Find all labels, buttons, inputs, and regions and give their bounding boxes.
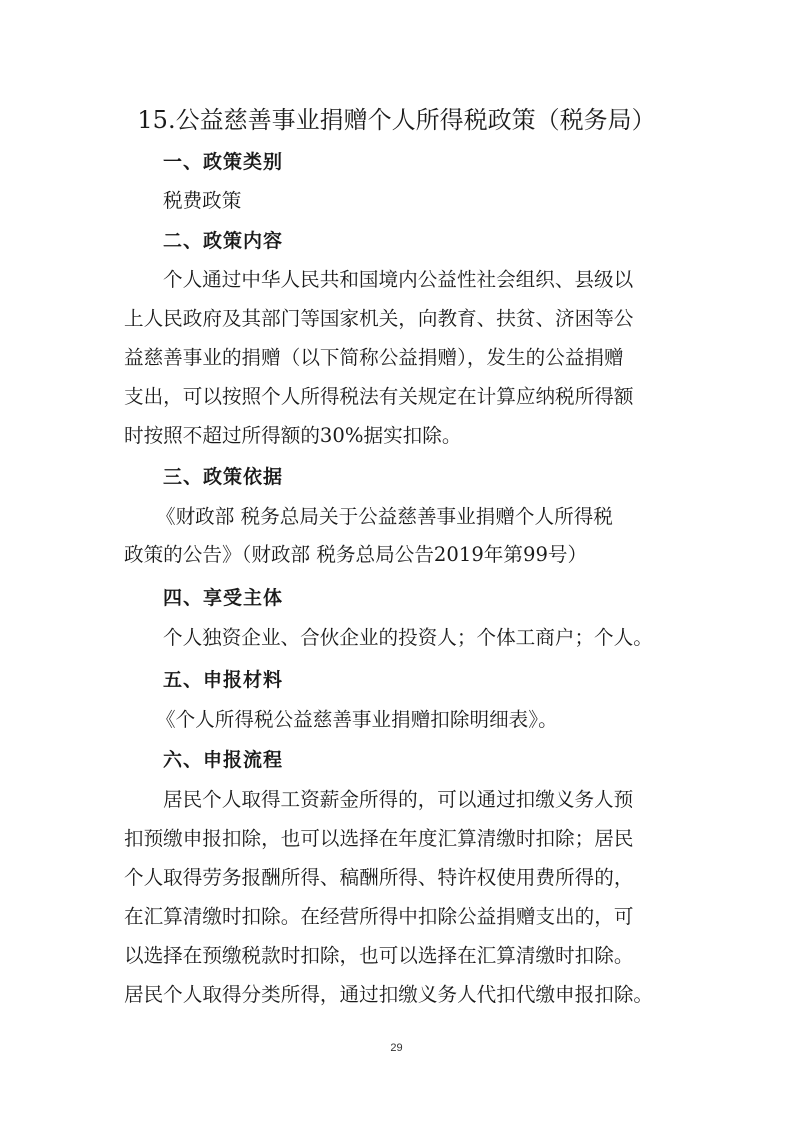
section-heading-subjects: 四、享受主体 bbox=[163, 587, 284, 609]
process-line-4: 在汇算清缴时扣除。在经营所得中扣除公益捐赠支出的，可 bbox=[124, 905, 634, 928]
process-line-3: 个人取得劳务报酬所得、稿酬所得、特许权使用费所得的， bbox=[124, 866, 634, 889]
content-line-4: 支出，可以按照个人所得税法有关规定在计算应纳税所得额 bbox=[124, 385, 634, 408]
section-text-category: 税费政策 bbox=[163, 189, 242, 212]
section-heading-category: 一、政策类别 bbox=[163, 151, 284, 173]
process-line-2: 扣预缴申报扣除，也可以选择在年度汇算清缴时扣除；居民 bbox=[124, 827, 634, 850]
section-heading-materials: 五、申报材料 bbox=[163, 669, 284, 691]
subjects-line: 个人独资企业、合伙企业的投资人；个体工商户；个人。 bbox=[163, 626, 653, 649]
content-line-1: 个人通过中华人民共和国境内公益性社会组织、县级以 bbox=[163, 268, 634, 291]
process-line-1: 居民个人取得工资薪金所得的，可以通过扣缴义务人预 bbox=[163, 788, 634, 811]
process-line-5: 以选择在预缴税款时扣除，也可以选择在汇算清缴时扣除。 bbox=[124, 944, 634, 967]
section-heading-process: 六、申报流程 bbox=[163, 749, 284, 771]
section-heading-content: 二、政策内容 bbox=[163, 230, 284, 252]
basis-line-1: 《财政部 税务总局关于公益慈善事业捐赠个人所得税 bbox=[156, 505, 613, 528]
page-number: 29 bbox=[390, 1042, 403, 1054]
content-line-2: 上人民政府及其部门等国家机关，向教育、扶贫、济困等公 bbox=[124, 307, 634, 330]
content-line-3: 益慈善事业的捐赠（以下简称公益捐赠），发生的公益捐赠 bbox=[124, 346, 624, 369]
materials-line: 《个人所得税公益慈善事业捐赠扣除明细表》。 bbox=[156, 708, 558, 731]
basis-line-2: 政策的公告》（财政部 税务总局公告2019年第99号） bbox=[124, 543, 588, 566]
document-title: 15.公益慈善事业捐赠个人所得税政策（税务局） bbox=[137, 106, 656, 134]
process-line-6: 居民个人取得分类所得，通过扣缴义务人代扣代缴申报扣除。 bbox=[124, 983, 654, 1006]
content-line-5: 时按照不超过所得额的30%据实扣除。 bbox=[124, 424, 462, 447]
section-heading-basis: 三、政策依据 bbox=[163, 466, 284, 488]
